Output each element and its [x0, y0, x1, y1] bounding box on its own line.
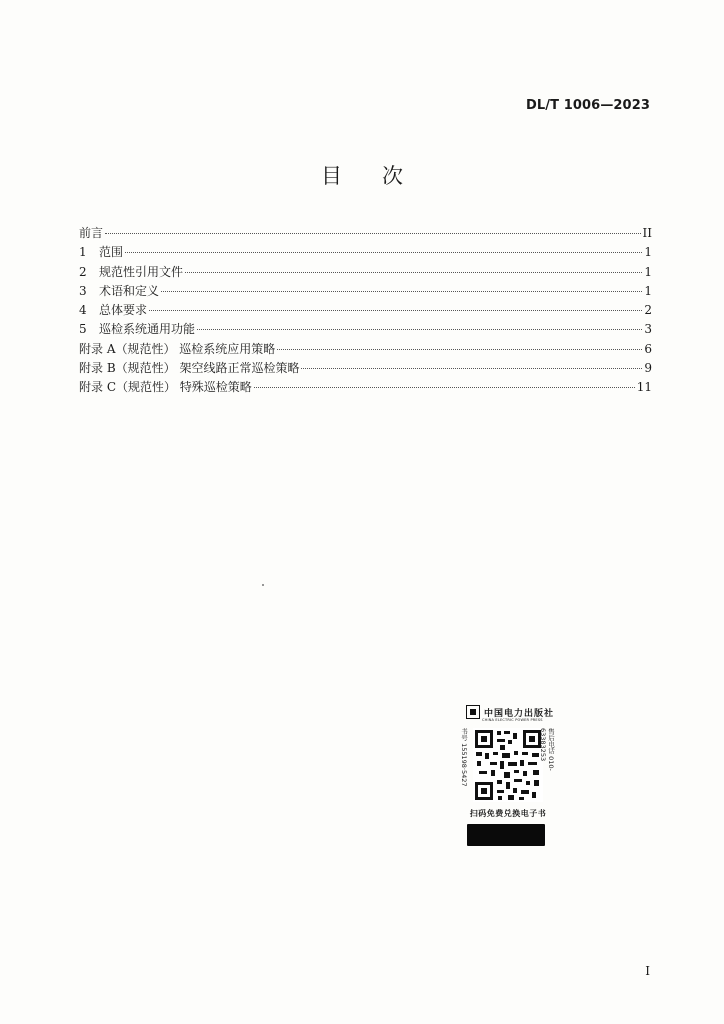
toc-entry[interactable]: [79, 359, 652, 378]
toc-entry-number: 4: [79, 303, 87, 318]
toc-entry-page: 1: [644, 245, 652, 260]
toc-entry[interactable]: [79, 243, 652, 262]
toc-entry-page: 1: [644, 283, 652, 298]
toc-title: [0, 160, 724, 190]
toc-entry[interactable]: [79, 282, 652, 301]
toc-leader-dots: [161, 291, 642, 292]
toc-entry-label: 术语和定义: [99, 283, 160, 298]
redacted-code-strip: [467, 824, 545, 846]
toc-entry-number: 5: [79, 322, 87, 337]
toc-leader-dots: [301, 368, 642, 369]
toc-entry-page: 1: [644, 264, 652, 279]
publisher-logo-icon: [466, 705, 480, 719]
toc-entry-label: 附录 A（规范性） 巡检系统应用策略: [79, 341, 276, 356]
table-of-contents: [79, 224, 652, 398]
toc-entry-label: 巡检系统通用功能: [99, 322, 196, 337]
toc-entry-label: 附录 C（规范性） 特殊巡检策略: [79, 380, 252, 395]
qr-area: [460, 726, 556, 804]
toc-entry-label: 规范性引用文件: [99, 264, 184, 279]
toc-title-char-1: 目: [321, 164, 342, 188]
toc-entry[interactable]: [79, 378, 652, 397]
toc-leader-dots: [185, 272, 642, 273]
publisher-name: 中国电力出版社: [484, 708, 555, 719]
toc-leader-dots: [149, 310, 642, 311]
toc-entry-label: 范围: [99, 245, 124, 260]
publisher-name-en: CHINA ELECTRIC POWER PRESS: [482, 718, 543, 722]
toc-entry[interactable]: [79, 340, 652, 359]
scan-label: 扫码免费兑换电子书: [469, 809, 547, 818]
toc-entry-page: 11: [636, 380, 652, 395]
toc-entry-page: 2: [644, 303, 652, 318]
toc-entry-number: 2: [79, 264, 87, 279]
toc-leader-dots: [277, 349, 642, 350]
toc-entry-label: 前言: [79, 226, 104, 240]
toc-entry-label: 附录 B（规范性） 架空线路正常巡检策略: [79, 361, 300, 376]
toc-entry-number: 3: [79, 283, 87, 298]
service-phone: 售后电话 010-63383253: [539, 728, 555, 771]
ebook-sticker: [460, 703, 556, 843]
scan-speck: [262, 584, 264, 586]
toc-entry-page: II: [642, 226, 652, 240]
toc-entry[interactable]: [79, 320, 652, 339]
toc-leader-dots: [125, 252, 642, 253]
toc-entry-label: 总体要求: [99, 303, 148, 318]
toc-leader-dots: [197, 329, 642, 330]
page-number: I: [645, 964, 650, 978]
toc-leader-dots: [105, 233, 641, 234]
toc-entry-page: 9: [644, 361, 652, 376]
toc-leader-dots: [254, 387, 635, 388]
book-number: 书号 155198·5427: [460, 728, 468, 787]
document-code: DL/T 1006—2023: [526, 98, 650, 113]
toc-entry-number: 1: [79, 245, 87, 260]
toc-entry-page: 3: [644, 322, 652, 337]
toc-entry-page: 6: [644, 341, 652, 356]
toc-entry[interactable]: [79, 224, 652, 243]
toc-entry[interactable]: [79, 301, 652, 320]
qr-code-icon[interactable]: [473, 728, 543, 802]
toc-title-char-2: 次: [382, 164, 403, 188]
toc-entry[interactable]: [79, 263, 652, 282]
